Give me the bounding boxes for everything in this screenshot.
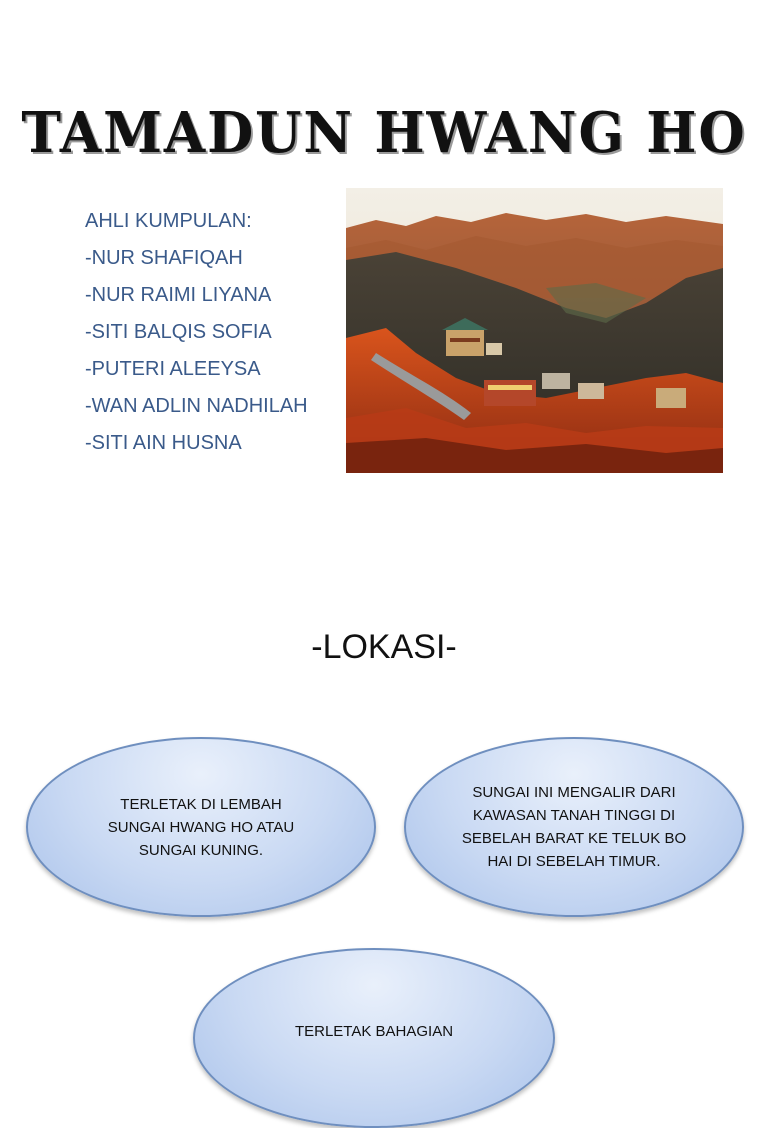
member-item: -NUR RAIMI LIYANA (85, 284, 272, 306)
info-bubble-bottom (193, 948, 555, 1128)
section-title: -LOKASI- (311, 628, 457, 666)
member-item: -SITI AIN HUSNA (85, 432, 242, 454)
info-bubble-right (404, 737, 744, 917)
member-list-heading: AHLI KUMPULAN: (85, 210, 252, 232)
member-item: -PUTERI ALEEYSA (85, 358, 261, 380)
info-bubble-text: SUNGAI INI MENGALIR DARI KAWASAN TANAH TINGGI DI SEBELAH BARAT KE TELUK BO HAI DI SEBELAH TIMUR. (461, 784, 687, 870)
member-item: -SITI BALQIS SOFIA (85, 321, 272, 343)
landscape-photo (346, 188, 723, 473)
slide-location (0, 560, 768, 1040)
page-title: TAMADUN HWANG HO (21, 100, 747, 166)
member-item: -NUR SHAFIQAH (85, 247, 243, 269)
member-item: -WAN ADLIN NADHILAH (85, 395, 308, 417)
info-bubble-left (26, 737, 376, 917)
slide-title (0, 0, 768, 520)
info-bubble-text: TERLETAK DI LEMBAH SUNGAI HWANG HO ATAU SUNGAI KUNING. (107, 795, 295, 859)
member-list (85, 203, 308, 462)
info-bubble-text: TERLETAK BAHAGIAN (294, 1023, 454, 1040)
mountain-temple-image (346, 188, 723, 473)
